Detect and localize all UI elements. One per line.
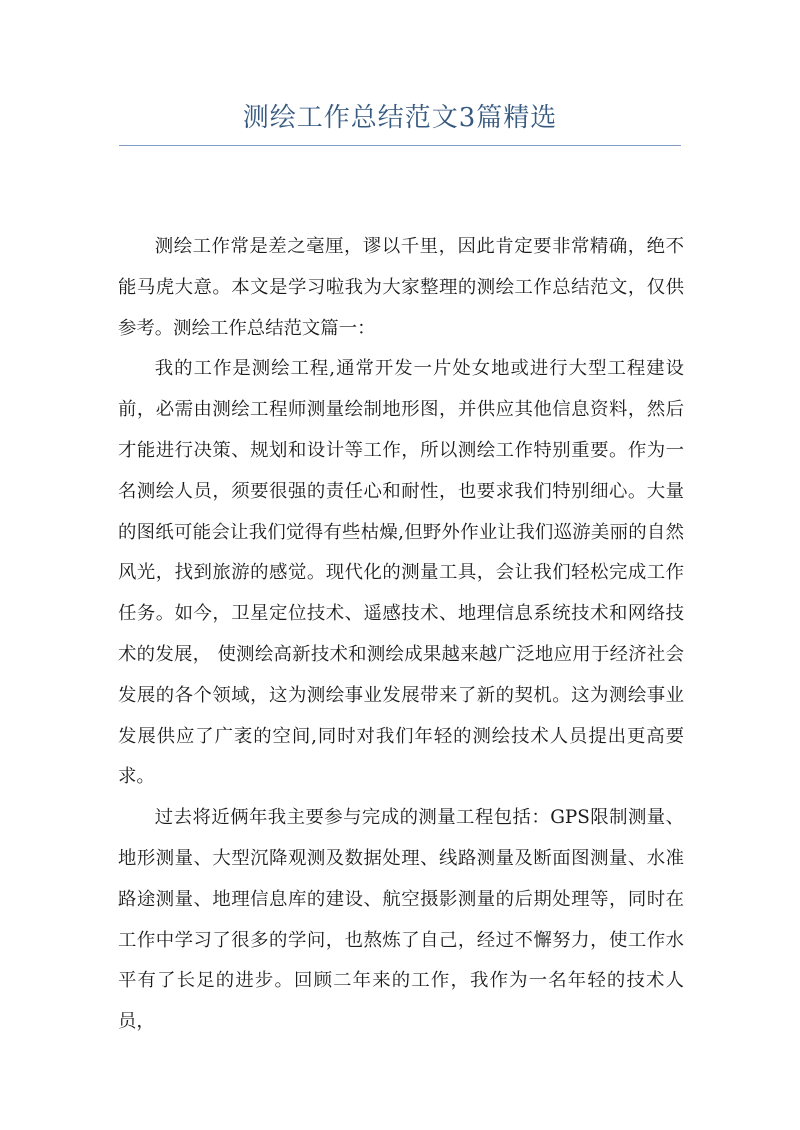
body-paragraph-3: 过去将近俩年我主要参与完成的测量工程包括：GPS限制测量、地形测量、大型沉降观测及数据处理、线路测量及断面图测量、水准路途测量、地理信息库的建设、航空摄影测量的后期处理等，同时在工作中学习了很多的学问，也熬炼了自己，经过不懈努力，使工作水平有了长足的进步。回顾二年来的工作，我作为一名年轻的技术人员， xyxy=(118,807,684,1033)
body-paragraph-1: 测绘工作常是差之毫厘，谬以千里，因此肯定要非常精确，绝不能马虎大意。本文是学习啦我为大家整理的测绘工作总结范文，仅供参考。测绘工作总结范文篇一： xyxy=(118,236,684,339)
body-paragraph-2: 我的工作是测绘工程,通常开发一片处女地或进行大型工程建设前，必需由测绘工程师测量绘制地形图，并供应其他信息资料，然后才能进行决策、规划和设计等工作，所以测绘工作特别重要。作为一名测绘人员，须要很强的责任心和耐性，也要求我们特别细心。大量的图纸可能会让我们觉得有些枯燥,但野外作业让我们巡游美丽的自然风光，找到旅游的感觉。现代化的测量工具，会让我们轻松完成工作任务。如今，卫星定位技术、遥感技术、地理信息系统技术和网络技术的发展， 使测绘高新技术和测绘成果越来越广泛地应用于经济社会发展的各个领域，这为测绘事业发展带来了新的契机。这为测绘事业发展供应了广袤的空间,同时对我们年轻的测绘技术人员提出更高要求。 xyxy=(118,358,684,788)
document-title: 测绘工作总结范文3篇精选 xyxy=(242,103,558,133)
title-divider xyxy=(119,145,681,146)
document-body xyxy=(118,227,684,1043)
